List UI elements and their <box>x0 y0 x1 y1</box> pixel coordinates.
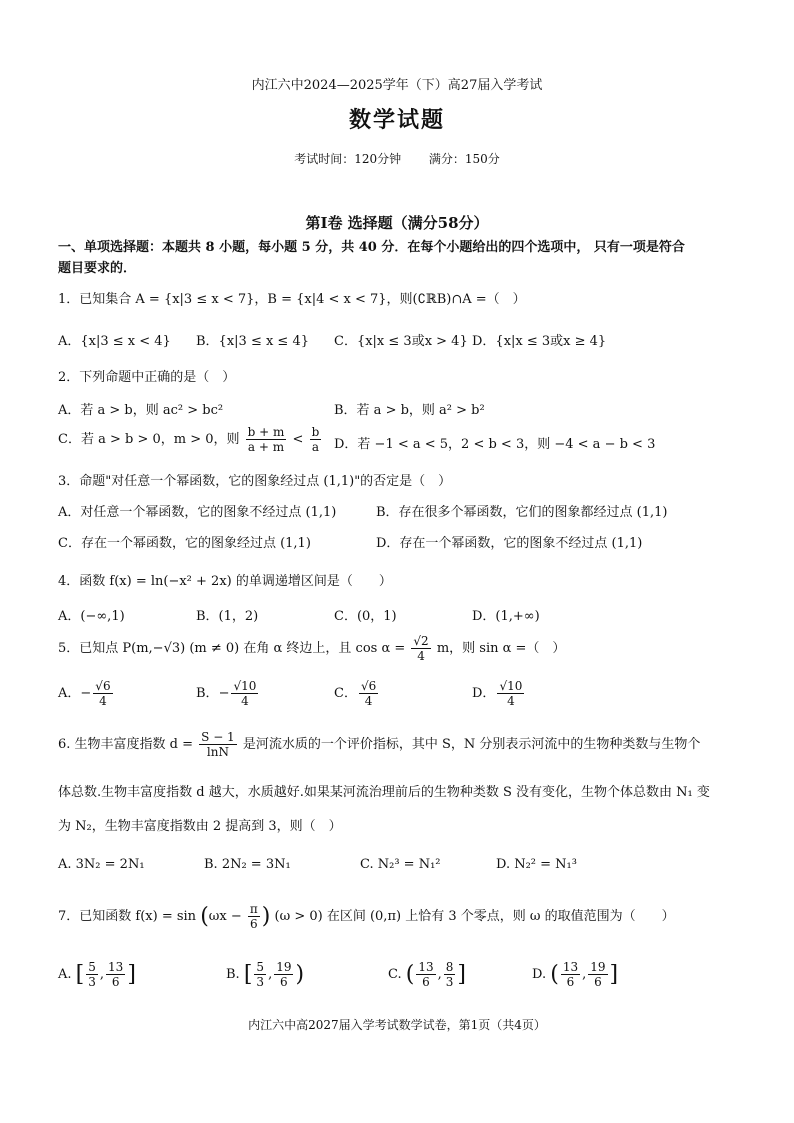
question-6-line1-prefix: 6. 生物丰富度指数 d = <box>58 737 194 752</box>
interval-lower-fraction <box>416 960 435 989</box>
comma: , <box>437 967 442 982</box>
question-7-option-d <box>532 960 618 989</box>
fraction-numerator: S − 1 <box>201 730 235 744</box>
fraction-denominator: 3 <box>88 975 96 989</box>
question-6-line2: 体总数.生物丰富度指数 d 越大，水质越好.如果某河流治理前后的生物种类数 S 没有变化，生物个体总数由 N₁ 变 <box>58 785 710 800</box>
fraction-numerator: √10 <box>499 679 523 693</box>
question-7-stem-suffix: (ω > 0) 在区间 (0,π) 上恰有 3 个零点，则 ω 的取值范围为（ ） <box>274 909 675 924</box>
question-2-option-c <box>58 425 323 454</box>
interval-right-bracket: ] <box>457 962 467 987</box>
fraction-denominator: 6 <box>250 917 258 931</box>
question-7-stem-inner: ωx − <box>208 909 242 924</box>
fraction-denominator: 3 <box>445 975 454 989</box>
fraction-denominator: 6 <box>280 975 288 989</box>
question-4-option-d: D．(1,+∞) <box>472 609 540 624</box>
fraction-numerator: √2 <box>413 634 429 648</box>
question-5-cos-fraction <box>411 634 430 663</box>
fraction-numerator: √6 <box>95 679 111 693</box>
close-paren: ) <box>261 904 271 929</box>
question-3-option-d: D．存在一个幂函数，它的图象不经过点 (1,1) <box>376 536 643 551</box>
fraction-denominator: lnN <box>206 745 229 759</box>
question-5-option-d <box>472 679 526 708</box>
fraction-numerator: √6 <box>360 679 377 693</box>
comma: , <box>582 967 587 982</box>
question-2-option-b: B．若 a > b，则 a² > b² <box>334 403 485 418</box>
fraction-denominator: 6 <box>594 975 602 989</box>
fraction-denominator: 6 <box>422 975 430 989</box>
fraction-numerator: 5 <box>256 960 265 974</box>
option-label: D. <box>532 967 547 982</box>
question-5-stem-prefix: 5．已知点 P(m,−√3) (m ≠ 0) 在角 α 终边上，且 cos α = <box>58 641 406 656</box>
option-label: D． <box>472 686 496 701</box>
question-7-option-c <box>388 960 466 989</box>
question-4-option-c: C．(0，1) <box>334 609 397 624</box>
question-3-option-a: A．对任意一个幂函数，它的图象不经过点 (1,1) <box>58 505 337 520</box>
question-5-option-b <box>196 679 260 708</box>
fraction-denominator: 4 <box>241 694 249 708</box>
option-fraction <box>93 679 112 708</box>
question-6-index-fraction <box>199 730 237 759</box>
question-6-option-d: D. N₂² = N₁³ <box>496 857 577 872</box>
fraction-denominator: 4 <box>417 649 425 663</box>
question-4-option-b: B．(1，2) <box>196 609 259 624</box>
option-label: B. <box>226 967 240 982</box>
option-label: C. <box>388 967 402 982</box>
section-title: 第Ⅰ卷 选择题（满分58分） <box>305 214 489 232</box>
question-5-stem-suffix: m，则 sin α =（ ） <box>436 641 566 656</box>
interval-lower-fraction <box>254 960 266 989</box>
comma: , <box>99 967 105 982</box>
question-2-option-d: D．若 −1 < a < 5，2 < b < 3，则 −4 < a − b < 3 <box>334 437 656 452</box>
interval-upper-fraction <box>444 960 456 989</box>
open-paren: ( <box>200 904 209 929</box>
fraction-numerator: 8 <box>445 960 454 974</box>
question-6-line1 <box>58 730 700 759</box>
question-2-option-c-fraction-left <box>246 425 287 454</box>
option-label: A． <box>58 686 81 701</box>
interval-right-bracket: ] <box>609 962 619 987</box>
question-7-stem <box>58 902 675 931</box>
interval-left-bracket: [ <box>243 962 253 987</box>
question-7-option-b <box>226 960 304 989</box>
question-1-option-b: B．{x|3 ≤ x ≤ 4} <box>196 334 309 349</box>
fraction-numerator: 19 <box>276 960 292 974</box>
question-2-option-c-prefix: C．若 a > b > 0，m > 0，则 <box>58 432 240 447</box>
question-1-option-c: C．{x|x ≤ 3或x > 4} <box>334 334 468 349</box>
fraction-denominator: 4 <box>507 694 515 708</box>
page-footer: 内江六中高2027届入学考试数学试卷，第1页（共4页） <box>248 1018 546 1032</box>
question-6-option-a: A. 3N₂ = 2N₁ <box>58 857 145 872</box>
fraction-numerator: 13 <box>418 960 434 974</box>
comma: , <box>268 967 273 982</box>
less-than-symbol: < <box>292 432 304 447</box>
question-3-stem: 3．命题"对任意一个幂函数，它的图象经过点 (1,1)"的否定是（ ） <box>58 474 452 489</box>
fraction-numerator: 13 <box>562 960 579 974</box>
section-instruction-line1: 一、单项选择题：本题共 8 小题，每小题 5 分，共 40 分．在每个小题给出的四个选项中， 只有一项是符合 <box>58 240 685 255</box>
option-fraction <box>231 679 258 708</box>
question-7-option-a <box>58 960 136 989</box>
interval-upper-fraction <box>106 960 125 989</box>
fraction-numerator: π <box>249 902 258 916</box>
fraction-denominator: 6 <box>111 975 120 989</box>
question-4-stem: 4．函数 f(x) = ln(−x² + 2x) 的单调递增区间是（ ） <box>58 574 392 589</box>
page-title: 数学试题 <box>348 107 445 133</box>
fraction-denominator: 3 <box>256 975 265 989</box>
interval-lower-fraction <box>561 960 580 989</box>
option-label: C． <box>334 686 357 701</box>
question-1-stem: 1．已知集合 A = {x|3 ≤ x < 7}，B = {x|4 < x < 7}，则(∁ℝB)∩A =（ ） <box>58 292 526 307</box>
question-1-option-a: A．{x|3 ≤ x < 4} <box>58 334 171 349</box>
option-label: B． <box>196 686 219 701</box>
interval-upper-fraction <box>588 960 607 989</box>
fraction-numerator: 5 <box>88 960 96 974</box>
pi-over-six-fraction <box>248 902 260 931</box>
fraction-numerator: 19 <box>590 960 606 974</box>
option-fraction <box>359 679 378 708</box>
minus-sign: − <box>218 686 230 701</box>
school-header: 内江六中2024—2025学年（下）高27届入学考试 <box>251 78 543 93</box>
fraction-denominator: a <box>311 440 319 454</box>
question-5-option-c <box>334 679 380 708</box>
fraction-numerator: √10 <box>233 679 257 693</box>
question-3-option-b: B．存在很多个幂函数，它们的图象都经过点 (1,1) <box>376 505 668 520</box>
question-4-option-a: A．(−∞,1) <box>58 609 125 624</box>
question-7-stem-prefix: 7．已知函数 f(x) = sin <box>58 909 197 924</box>
question-3-option-c: C．存在一个幂函数，它的图象经过点 (1,1) <box>58 536 311 551</box>
option-fraction <box>497 679 524 708</box>
fraction-numerator: b + m <box>247 425 285 439</box>
question-5-option-a <box>58 679 115 708</box>
fraction-denominator: a + m <box>247 440 285 454</box>
interval-left-bracket: ( <box>550 962 559 987</box>
fraction-numerator: b <box>311 425 320 439</box>
interval-right-bracket: ] <box>127 962 136 987</box>
interval-left-bracket: [ <box>75 962 85 987</box>
question-2-stem: 2．下列命题中正确的是（ ） <box>58 370 236 385</box>
interval-left-bracket: ( <box>405 962 415 987</box>
exam-time-info: 考试时间：120分钟 满分：150分 <box>294 152 500 166</box>
fraction-numerator: 13 <box>108 960 124 974</box>
question-5-stem <box>58 634 565 663</box>
section-instruction-line2: 题目要求的． <box>58 261 137 276</box>
question-6-line3: 为 N₂，生物丰富度指数由 2 提高到 3，则（ ） <box>58 819 342 834</box>
interval-lower-fraction <box>86 960 98 989</box>
question-6-option-c: C. N₂³ = N₁² <box>360 857 441 872</box>
question-2-option-a: A．若 a > b，则 ac² > bc² <box>58 403 224 418</box>
question-6-option-b: B. 2N₂ = 3N₁ <box>204 857 291 872</box>
question-2-option-c-fraction-right <box>310 425 322 454</box>
question-1-option-d: D．{x|x ≤ 3或x ≥ 4} <box>472 334 607 349</box>
fraction-denominator: 4 <box>364 694 373 708</box>
question-6-line1-suffix: 是河流水质的一个评价指标，其中 S，N 分别表示河流中的生物种类数与生物个 <box>242 737 701 752</box>
option-label: A. <box>58 967 72 982</box>
fraction-denominator: 4 <box>99 694 107 708</box>
interval-upper-fraction <box>274 960 293 989</box>
fraction-denominator: 6 <box>566 975 575 989</box>
interval-right-bracket: ) <box>295 962 305 987</box>
minus-sign: − <box>80 686 92 701</box>
